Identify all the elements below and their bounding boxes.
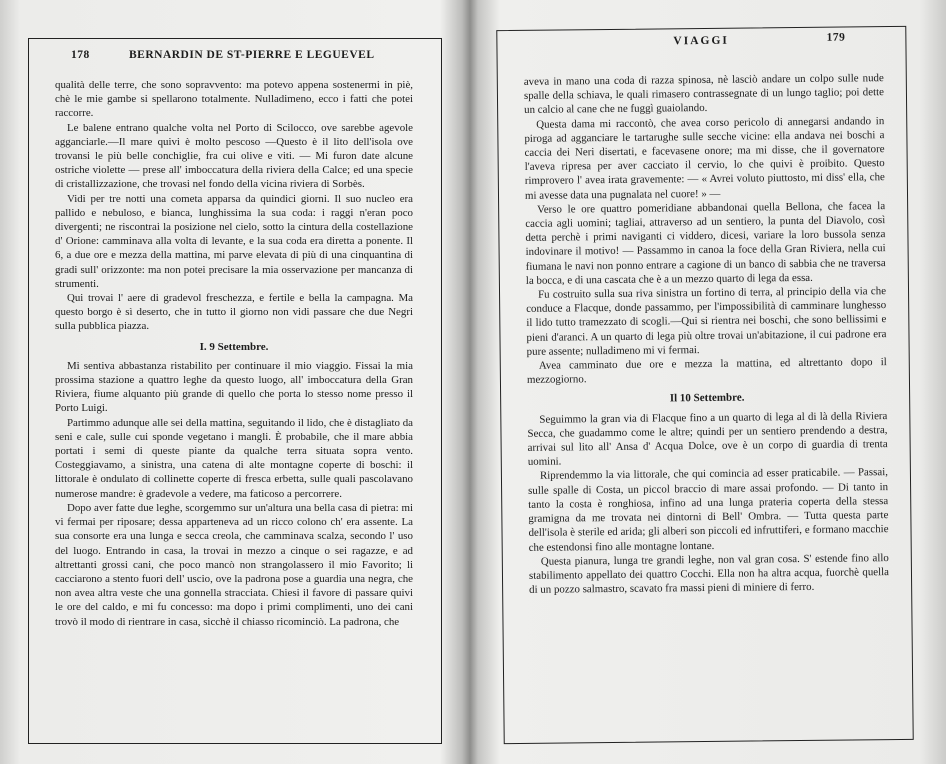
- left-page-text: [55, 78, 413, 629]
- paragraph: Dopo aver fatte due leghe, scorgemmo sur un'altura una bella casa di pietra: mi vi fermai per riposare; dessa apparteneva ad un ricco colono ch' era assente. La sua consorte era una lunga e secca creola, che camminava scalza, secondo l' uso del luogo. Entrando in casa, la trovai in mezzo a cinque o sei ragazze, e ad altrettanti grossi cani, che poco mancò non strangolassero il mio Favorito; li cacciarono a stento fuori dell' uscio, ove la padrona pose a guardia una negra, che non avea altra veste che una gonnella stracciata. Chiesi il favore di passare quivi le ore del caldo, e mi fu concesso: ma dopo i primi complimenti, uno dei cani trovò il modo di rientrare in casa, sicchè il chiasso ricominciò. La padrona, che: [55, 501, 413, 628]
- section-heading: Il 10 Settembre.: [669, 392, 745, 405]
- right-page-number: 179: [826, 31, 846, 44]
- left-running-head: BERNARDIN DE ST-PIERRE E LEGUEVEL: [129, 49, 375, 61]
- paragraph: Questa dama mi raccontò, che avea corso pericolo di annegarsi andando in piroga ad agganciare le tartarughe sulle secche vicine: ella andava nei boschi a caccia dei Neri disertati, e facevasene onore; ma mi disse, che il governatore l'aveva ripresa per aver cacciato il cervio, lo che quivi è proibito. Questo rimprovero l' avea irata gravemente: — « Avrei voluto piuttosto, mi diss' ella, che mi avesse data una pugnalata nel cuore! » —: [524, 114, 885, 202]
- paragraph: Questa pianura, lunga tre grandi leghe, non val gran cosa. S' estende fino allo stabilimento appellato dei quattro Cocchi. Ella non ha altra acqua, fuorchè quella di un pozzo salmastro, scavato fra massi pieni di miniere di ferro.: [528, 551, 890, 596]
- paragraph: Fu costruito sulla sua riva sinistra un fortino di terra, al principio della via che conduce a Flacque, donde passammo, per l'impossibilità di camminare lunghesso il lido tutto tramezzato di scogli.—Qui si rientra nei boschi, che sono bellissimi e pieni d'aranci. A un quarto di lega più oltre trovai un'abitazione, il cui padrone era pure assente; nulladimeno mi vi fermai.: [526, 285, 887, 358]
- right-page-header: [497, 27, 905, 59]
- right-page-text: [524, 71, 889, 597]
- paragraph: qualità delle terre, che sono sopravvento: ma potevo appena sostenermi in piè, chè le mie gambe si spellarono totalmente. Nulladimeno, ecco i fatti che potei raccorre.: [55, 79, 413, 120]
- paragraph: Vidi per tre notti una cometa apparsa da quindici giorni. Il suo nucleo era pallido e nebuloso, e bianca, lunghissima la sua coda: i raggi n'eran poco divergenti; ne riscontrai la posizione nel cielo, sotto la cintura della costellazione d' Orione: camminava alla volta di levante, e la sua coda era diretta a ponente. Il 6, a due ore e mezza della mattina, mi parve elevata di più di una cinquantina di gradi sull' orizzonte: ma non potei precisare la mia osservazione per mancanza di strumenti.: [55, 192, 413, 290]
- right-page: [496, 26, 913, 744]
- paragraph: Verso le ore quattro pomeridiane abbandonai quella Bellona, che facea la caccia agli uomini; tagliai, attraverso ad un sentiero, la punta del Diavolo, così detta perchè i primi naviganti ci viddero, dicesi, variare la loro bussola senza indovinare il motivo! — Passammo in canoa la foce della Gran Riviera, nella cui fiumana le navi non ponno entrare a cagione di un banco di sabbia che ne traversa la bocca, e di una cascata che è a un mezzo quarto di lega da essa.: [525, 199, 886, 287]
- paragraph: Qui trovai l' aere di gradevol freschezza, e fertile e bella la campagna. Ma questo borgo è sì deserto, che in tutto il giorno non vidi passare che due Negri sulla pubblica piazza.: [55, 292, 413, 333]
- paragraph: aveva in mano una coda di razza spinosa, nè lasciò andare un colpo sulle nude spalle della schiava, le quali rimasero contrassegnate di un lungo taglio; poi dette un calcio al cane che ne fuggì guaiolando.: [523, 72, 885, 117]
- paragraph: Seguimmo la gran via di Flacque fino a un quarto di lega al di là della Riviera Secca, che guadammo come le altre; quindi per un sentiero prendendo a destra, arrivai sul lito all' Ansa d' Acqua Dolce, ove è un corpo di guardia di trenta uomini.: [527, 409, 888, 469]
- left-page-header: [29, 39, 441, 67]
- paragraph: Le balene entrano qualche volta nel Porto di Scilocco, ove sarebbe agevole agganciarle.—Il mare quivi è molto pescoso —Questo è il lito dell'isola ove trovansi le più belle conchiglie, fra cui olive e viti. — Mi furon date alcune ostriche violette — prese all' imboccatura della riviera della Calce; ed una specie di cristallizzazione, che trovasi nel fondo della vicina riviera di Sorbès.: [55, 121, 413, 191]
- paragraph: Mi sentiva abbastanza ristabilito per continuare il mio viaggio. Fissai la mia prossima stazione a quattro leghe da questo luogo, all' imboccatura della Gran Riviera, fiume alquanto più grande di quello che porta lo stesso nome presso il Porto Luigi.: [55, 359, 413, 415]
- paragraph: Partimmo adunque alle sei della mattina, seguitando il lido, che è distagliato da seni e cale, sulle cui sponde vegetano i mangli. È probabile, che il mare abbia portati i semi di queste piante da qualche terra situata sopra vento. Costeggiavamo, a sinistra, una catena di alte montagne coperte di boschi: il littorale è ondulato di collinette coperte di fresca erbetta, sulle quali pascolavano numerose mandre: è gradevole a vedere, ma faticoso a percorrere.: [55, 416, 413, 500]
- left-page-number: 178: [71, 49, 90, 61]
- section-heading: I. 9 Settembre.: [199, 340, 269, 353]
- right-running-head: VIAGGI: [673, 34, 729, 48]
- paragraph: Avea camminato due ore e mezza la mattina, ed altrettanto dopo il mezzogiorno.: [526, 356, 887, 387]
- paragraph: Riprendemmo la via littorale, che qui comincia ad esser praticabile. — Passai, sulle spalle di Costa, un piccol braccio di mare assai profondo. — Di tanto in tanto la costa è ronghiosa, infino ad una lunga prateria coperta della stessa gramigna da me trovata nei dintorni di Bell' Ombra. — Tutta questa parte dell'isola è sterile ed arida; gli alberi son piccoli ed infruttiferi, e formano macchie che estendonsi fino alle montagne lontane.: [528, 466, 889, 554]
- left-page: [28, 38, 442, 744]
